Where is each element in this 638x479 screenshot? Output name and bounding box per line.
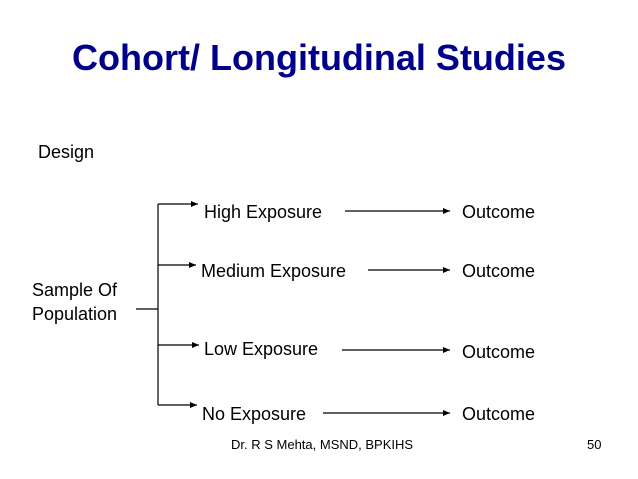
slide-title: Cohort/ Longitudinal Studies — [72, 37, 566, 78]
footer-author: Dr. R S Mehta, MSND, BPKIHS — [231, 437, 414, 452]
design-label: Design — [38, 142, 95, 162]
outcome-high: Outcome — [462, 202, 536, 222]
sample-label-line2: Population — [32, 304, 118, 324]
page-number: 50 — [587, 437, 602, 452]
outcome-none: Outcome — [462, 404, 536, 424]
sample-label-line1: Sample Of — [32, 280, 118, 300]
exposure-medium: Medium Exposure — [201, 261, 347, 281]
exposure-low: Low Exposure — [204, 339, 319, 359]
exposure-high: High Exposure — [204, 202, 323, 222]
exposure-none: No Exposure — [202, 404, 307, 424]
outcome-medium: Outcome — [462, 261, 536, 281]
outcome-low: Outcome — [462, 342, 536, 362]
